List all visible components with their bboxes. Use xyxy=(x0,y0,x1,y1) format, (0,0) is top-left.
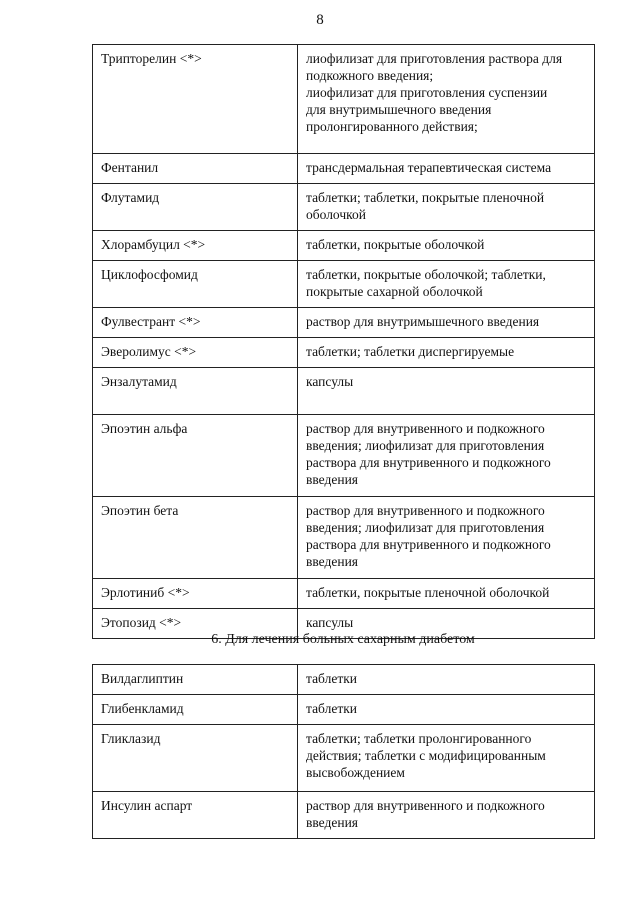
dosage-form-line: таблетки; таблетки диспергируемые xyxy=(306,344,515,359)
drug-name-cell: Гликлазид xyxy=(93,725,298,792)
table-row xyxy=(93,665,595,695)
drug-name-cell: Инсулин аспарт xyxy=(93,792,298,839)
drug-name-cell: Эверолимус <*> xyxy=(93,338,298,368)
dosage-form-cell xyxy=(298,579,595,609)
drug-name-cell: Флутамид xyxy=(93,184,298,231)
dosage-form-line: таблетки, покрытые оболочкой xyxy=(306,237,485,252)
table-row xyxy=(93,497,595,579)
table-row xyxy=(93,154,595,184)
dosage-form-cell xyxy=(298,184,595,231)
table-row xyxy=(93,184,595,231)
drug-name-cell: Циклофосфомид xyxy=(93,261,298,308)
drug-name-cell: Фентанил xyxy=(93,154,298,184)
section-heading: 6. Для лечения больных сахарным диабетом xyxy=(211,632,475,647)
dosage-form-cell xyxy=(298,368,595,415)
dosage-form-cell xyxy=(298,45,595,154)
dosage-form-line: трансдермальная терапевтическая система xyxy=(306,160,552,175)
dosage-form-line: таблетки; таблетки, покрытые пленочной xyxy=(306,190,545,205)
dosage-form-line: подкожного введения; xyxy=(306,68,434,83)
dosage-form-line: раствор для внутривенного и подкожного xyxy=(306,798,545,813)
drug-name-cell: Трипторелин <*> xyxy=(93,45,298,154)
table-row xyxy=(93,579,595,609)
dosage-form-cell xyxy=(298,415,595,497)
dosage-form-cell xyxy=(298,725,595,792)
dosage-form-line: таблетки, покрытые пленочной оболочкой xyxy=(306,585,550,600)
table-row xyxy=(93,338,595,368)
drug-name-cell: Вилдаглиптин xyxy=(93,665,298,695)
table-row xyxy=(93,45,595,154)
dosage-form-line: для внутримышечного введения xyxy=(306,102,492,117)
dosage-form-line: введения xyxy=(306,472,359,487)
dosage-form-line: пролонгированного действия; xyxy=(306,119,478,134)
dosage-form-cell xyxy=(298,695,595,725)
dosage-form-line: раствора для внутривенного и подкожного xyxy=(306,455,551,470)
dosage-form-line: покрытые сахарной оболочкой xyxy=(306,284,483,299)
drug-name-cell: Эрлотиниб <*> xyxy=(93,579,298,609)
dosage-form-line: введения xyxy=(306,554,359,569)
dosage-form-cell xyxy=(298,154,595,184)
table-row xyxy=(93,308,595,338)
table-row xyxy=(93,792,595,839)
dosage-form-line: капсулы xyxy=(306,615,354,630)
dosage-form-line: введения; лиофилизат для приготовления xyxy=(306,520,545,535)
table-row xyxy=(93,695,595,725)
drug-table-diabetes xyxy=(92,664,595,839)
dosage-form-line: раствор для внутримышечного введения xyxy=(306,314,540,329)
dosage-form-cell xyxy=(298,308,595,338)
drug-name-cell: Энзалутамид xyxy=(93,368,298,415)
dosage-form-cell xyxy=(298,665,595,695)
table-row xyxy=(93,415,595,497)
dosage-form-line: действия; таблетки с модифицированным xyxy=(306,748,546,763)
drug-table-oncology xyxy=(92,44,595,639)
dosage-form-line: таблетки; таблетки пролонгированного xyxy=(306,731,532,746)
dosage-form-line: лиофилизат для приготовления раствора для xyxy=(306,51,563,66)
drug-name-cell: Эпоэтин бета xyxy=(93,497,298,579)
table-row xyxy=(93,261,595,308)
drug-name-cell: Эпоэтин альфа xyxy=(93,415,298,497)
dosage-form-line: введения; лиофилизат для приготовления xyxy=(306,438,545,453)
dosage-form-line: таблетки xyxy=(306,701,358,716)
drug-name-cell: Этопозид <*> xyxy=(93,609,298,639)
dosage-form-line: оболочкой xyxy=(306,207,366,222)
dosage-form-line: высвобождением xyxy=(306,765,405,780)
dosage-form-line: лиофилизат для приготовления суспензии xyxy=(306,85,548,100)
dosage-form-line: капсулы xyxy=(306,374,354,389)
dosage-form-cell xyxy=(298,261,595,308)
dosage-form-cell xyxy=(298,231,595,261)
dosage-form-line: таблетки xyxy=(306,671,358,686)
drug-name-cell: Глибенкламид xyxy=(93,695,298,725)
dosage-form-line: раствора для внутривенного и подкожного xyxy=(306,537,551,552)
dosage-form-cell xyxy=(298,338,595,368)
dosage-form-cell xyxy=(298,792,595,839)
drug-name-cell: Фулвестрант <*> xyxy=(93,308,298,338)
drug-name-cell: Хлорамбуцил <*> xyxy=(93,231,298,261)
dosage-form-line: таблетки, покрытые оболочкой; таблетки, xyxy=(306,267,546,282)
dosage-form-line: раствор для внутривенного и подкожного xyxy=(306,421,545,436)
table-row xyxy=(93,231,595,261)
table-row xyxy=(93,368,595,415)
dosage-form-cell xyxy=(298,497,595,579)
page-number: 8 xyxy=(316,12,324,28)
table-row xyxy=(93,725,595,792)
dosage-form-line: раствор для внутривенного и подкожного xyxy=(306,503,545,518)
dosage-form-line: введения xyxy=(306,815,359,830)
